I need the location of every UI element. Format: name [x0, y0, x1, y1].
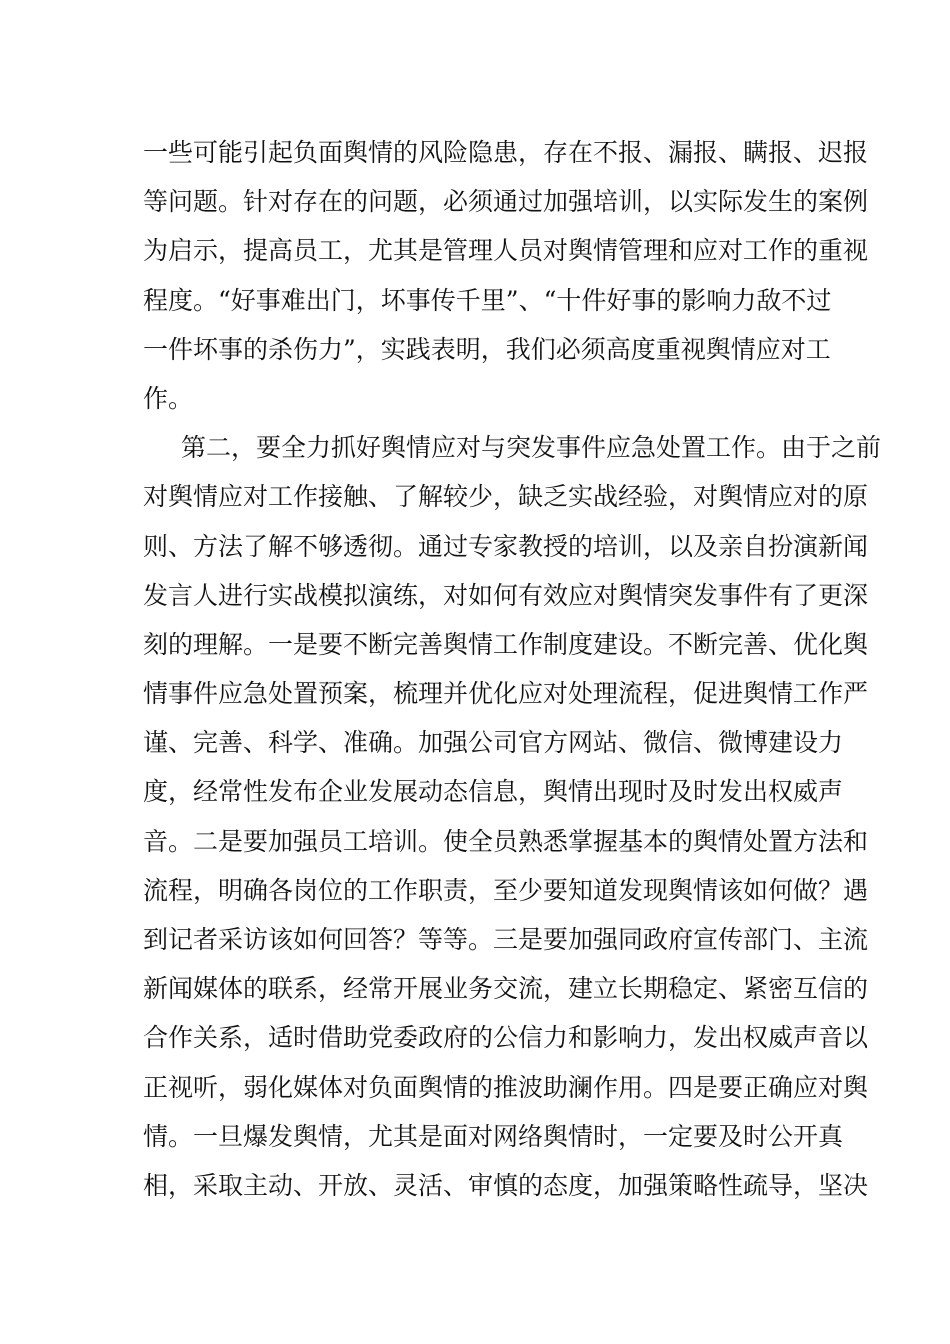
text-line: 到记者采访该如何回答？等等。三是要加强同政府宣传部门、主流	[143, 925, 869, 954]
text-line: 一件坏事的杀伤力”，实践表明，我们必须高度重视舆情应对工	[143, 334, 831, 364]
text-line: 作。	[143, 383, 194, 413]
text-line: 合作关系，适时借助党委政府的公信力和影响力，发出权威声音以	[143, 1023, 869, 1053]
text-line: 音。二是要加强员工培训。使全员熟悉掌握基本的舆情处置方法和	[143, 826, 869, 856]
text-line: 发言人进行实战模拟演练，对如何有效应对舆情突发事件有了更深	[143, 580, 869, 610]
text-line: 为启示，提高员工，尤其是管理人员对舆情管理和应对工作的重视	[143, 236, 869, 266]
text-line: 新闻媒体的联系，经常开展业务交流，建立长期稳定、紧密互信的	[143, 974, 869, 1004]
text-line: 情事件应急处置预案，梳理并优化应对处理流程，促进舆情工作严	[143, 679, 869, 709]
text-line: 流程，明确各岗位的工作职责，至少要知道发现舆情该如何做？遇	[143, 875, 869, 905]
text-line: 刻的理解。一是要不断完善舆情工作制度建设。不断完善、优化舆	[143, 629, 869, 659]
text-line: 等问题。针对存在的问题，必须通过加强培训，以实际发生的案例	[143, 187, 869, 217]
text-line: 情。一旦爆发舆情，尤其是面对网络舆情时，一定要及时公开真	[143, 1121, 844, 1151]
text-line: 正视听，弱化媒体对负面舆情的推波助澜作用。四是要正确应对舆	[143, 1072, 869, 1102]
text-line: 程度。“好事难出门，坏事传千里”、“十件好事的影响力敌不过	[143, 285, 832, 315]
document-body	[143, 128, 882, 1210]
text-line: 相，采取主动、开放、灵活、审慎的态度，加强策略性疏导，坚决	[143, 1170, 869, 1200]
text-line: 度，经常性发布企业发展动态信息，舆情出现时及时发出权威声	[143, 777, 844, 807]
text-line: 则、方法了解不够透彻。通过专家教授的培训，以及亲自扮演新闻	[143, 531, 869, 561]
paragraph-first-line: 第二，要全力抓好舆情应对与突发事件应急处置工作。由于之前	[181, 433, 882, 463]
text-line: 谨、完善、科学、准确。加强公司官方网站、微信、微博建设力	[143, 728, 844, 758]
text-line: 对舆情应对工作接触、了解较少，缺乏实战经验，对舆情应对的原	[143, 482, 869, 512]
text-line: 一些可能引起负面舆情的风险隐患，存在不报、漏报、瞒报、迟报	[143, 138, 869, 167]
